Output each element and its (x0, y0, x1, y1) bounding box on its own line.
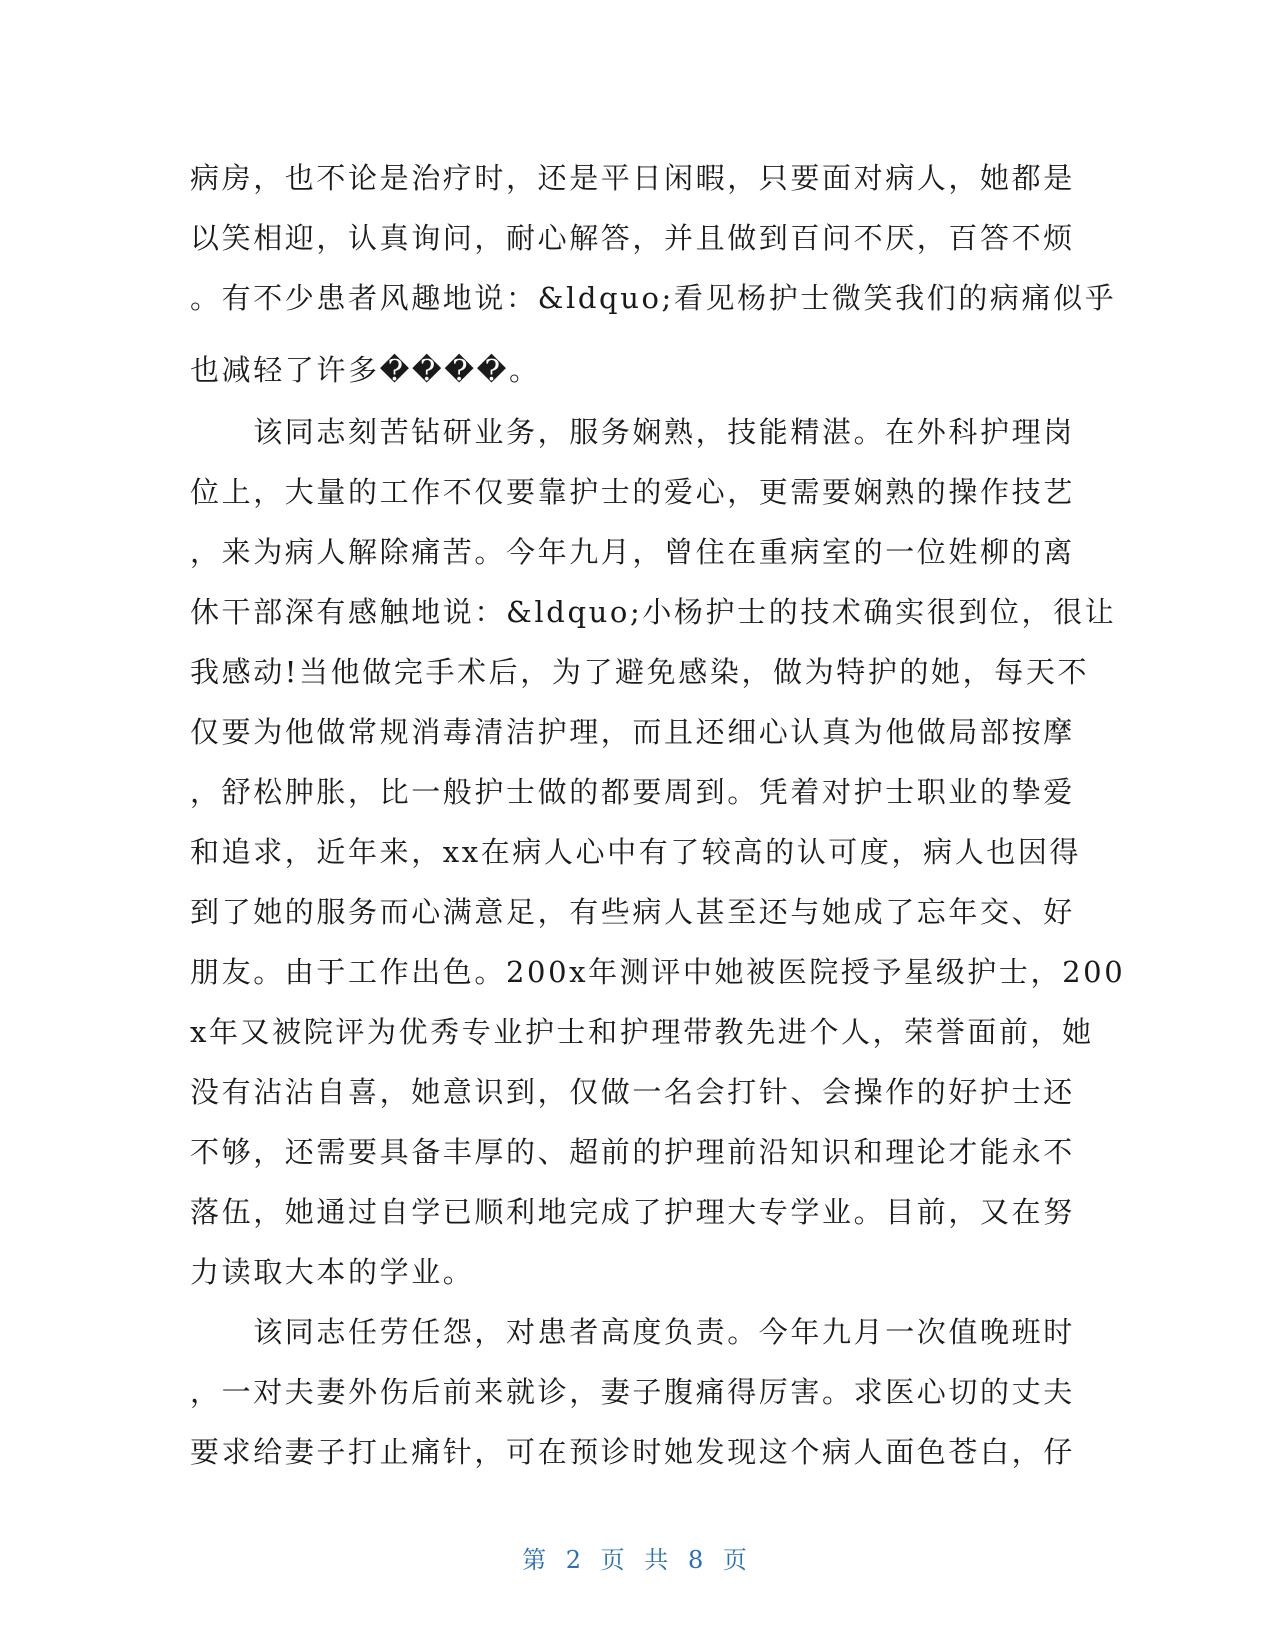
text-line: 该同志刻苦钻研业务，服务娴熟，技能精湛。在外科护理岗 (190, 415, 1075, 449)
text-line: 病房，也不论是治疗时，还是平日闲暇，只要面对病人，她都是 (190, 161, 1075, 195)
text-line: 和追求，近年来，xx在病人心中有了较高的认可度，病人也因得 (190, 835, 1082, 869)
text-line: 我感动!当他做完手术后，为了避免感染，做为特护的她，每天不 (190, 655, 1090, 689)
text-line: 不够，还需要具备丰厚的、超前的护理前沿知识和理论才能永不 (190, 1135, 1075, 1169)
text-line: ，舒松肿胀，比一般护士做的都要周到。凭着对护士职业的挚爱 (190, 775, 1075, 809)
text-line: 以笑相迎，认真询问，耐心解答，并且做到百问不厌，百答不烦 (190, 221, 1075, 255)
text-line: 仅要为他做常规消毒清洁护理，而且还细心认真为他做局部按摩 (190, 715, 1075, 749)
text-line: 要求给妻子打止痛针，可在预诊时她发现这个病人面色苍白，仔 (190, 1435, 1075, 1469)
text-line: 落伍，她通过自学已顺利地完成了护理大专学业。目前，又在努 (190, 1195, 1075, 1229)
page-number-label: 第 2 页 共 8 页 (522, 1546, 753, 1574)
text-line: x年又被院评为优秀专业护士和护理带教先进个人，荣誉面前，她 (190, 1015, 1094, 1049)
text-line: ，一对夫妻外伤后前来就诊，妻子腹痛得厉害。求医心切的丈夫 (190, 1375, 1075, 1409)
page-number-footer (0, 1540, 1275, 1575)
text-line: 没有沾沾自喜，她意识到，仅做一名会打针、会操作的好护士还 (190, 1075, 1075, 1109)
text-line: 位上，大量的工作不仅要靠护士的爱心，更需要娴熟的操作技艺 (190, 475, 1075, 509)
text-line: 该同志任劳任怨，对患者高度负责。今年九月一次值晚班时 (190, 1315, 1075, 1349)
text-line: 朋友。由于工作出色。200x年测评中她被医院授予星级护士，200 (190, 955, 1126, 989)
text-line: 力读取大本的学业。 (190, 1255, 475, 1289)
body-text (190, 148, 1126, 1482)
text-line: 到了她的服务而心满意足，有些病人甚至还与她成了忘年交、好 (190, 895, 1075, 929)
text-line: 。有不少患者风趣地说：&ldquo;看见杨护士微笑我们的病痛似乎 (190, 281, 1117, 315)
text-line: 休干部深有感触地说：&ldquo;小杨护士的技术确实很到位，很让 (190, 595, 1117, 629)
text-line: 也减轻了许多����。 (190, 353, 541, 387)
text-line: ，来为病人解除痛苦。今年九月，曾住在重病室的一位姓柳的离 (190, 535, 1075, 569)
